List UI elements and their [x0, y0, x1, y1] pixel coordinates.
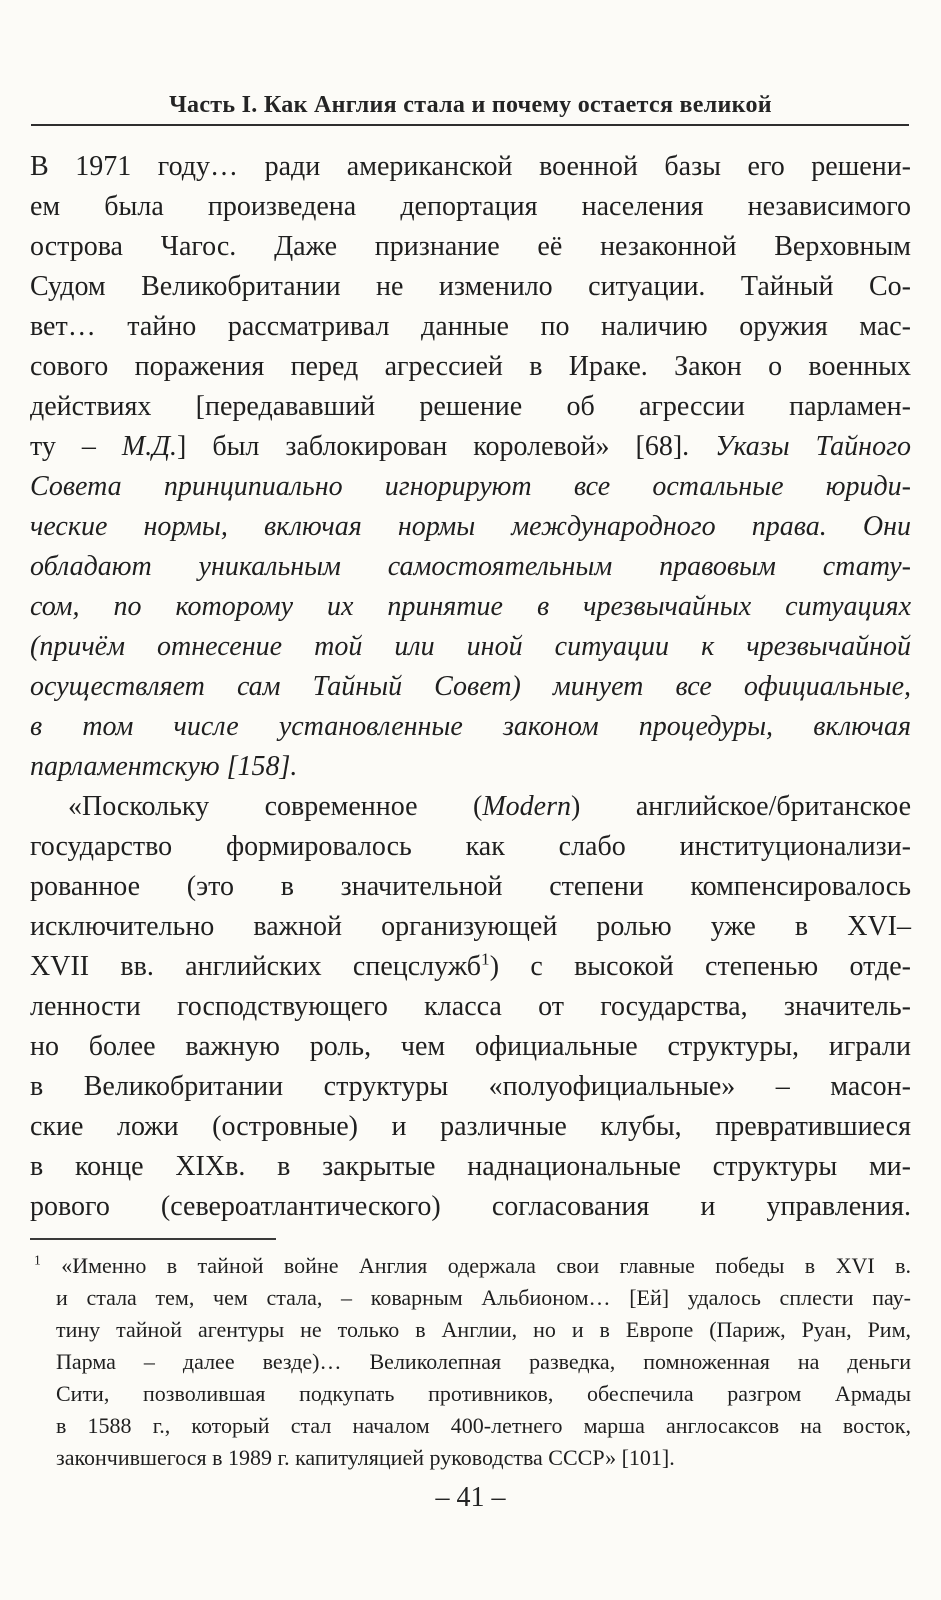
text-line	[56, 1346, 911, 1378]
text-line	[30, 467, 911, 507]
text-line	[30, 187, 911, 227]
text-segment: и стала тем, чем стала, – коварным Альбионом… [Ей] удалось сплести пау-	[56, 1285, 911, 1310]
text-line	[30, 1027, 911, 1067]
text-line	[30, 427, 911, 467]
text-segment: ) с высокой степенью отде-	[489, 951, 911, 982]
paragraph-privy-council	[30, 147, 911, 787]
text-segment: исключительно важной организующей ролью уже в XVI–	[30, 911, 911, 942]
text-segment: сового поражения перед агрессией в Ираке. Закон о военных	[30, 351, 911, 382]
text-line	[30, 147, 911, 187]
text-segment: в Великобритании структуры «полуофициальные» – масон-	[30, 1071, 911, 1102]
text-line	[30, 707, 911, 747]
text-line	[56, 1282, 911, 1314]
text-line	[30, 747, 911, 787]
running-header: Часть I. Как Англия стала и почему остается великой	[169, 92, 772, 118]
text-line	[30, 227, 911, 267]
text-line	[30, 907, 911, 947]
text-segment: Modern	[482, 791, 572, 822]
footnote	[30, 1250, 911, 1474]
text-segment: (причём отнесение той или иной ситуации к чрезвычайной	[30, 631, 911, 662]
text-line	[30, 627, 911, 667]
text-segment: рованное (это в значительной степени компенсировалось	[30, 871, 911, 902]
text-line	[30, 347, 911, 387]
text-segment: острова Чагос. Даже признание её незаконной Верховным	[30, 231, 911, 262]
text-segment: Указы Тайного	[715, 431, 911, 462]
text-segment: в конце XIXв. в закрытые наднациональные структуры ми-	[30, 1151, 911, 1182]
text-segment: закончившегося в 1989 г. капитуляцией руководства СССР» [101].	[56, 1445, 675, 1470]
text-line	[30, 1067, 911, 1107]
text-segment: ту –	[30, 431, 122, 462]
text-segment: вет… тайно рассматривал данные по наличию оружия мас-	[30, 311, 911, 342]
text-segment: Совета принципиально игнорируют все остальные юриди-	[30, 471, 911, 502]
text-line	[30, 507, 911, 547]
page-number: – 41 –	[435, 1482, 506, 1513]
text-segment: в 1588 г., который стал началом 400-летнего марша англосаксов на восток,	[56, 1413, 911, 1438]
text-line	[30, 867, 911, 907]
text-segment: Сити, позволившая подкупать противников, обеспечила разгром Армады	[56, 1381, 911, 1406]
text-segment: действиях [передававший решение об агрессии парламен-	[30, 391, 911, 422]
text-line	[56, 1378, 911, 1410]
text-segment: в том числе установленные законом процедуры, включая	[30, 711, 911, 742]
text-line	[30, 947, 911, 987]
text-segment: ские ложи (островные) и различные клубы, превратившиеся	[30, 1111, 911, 1142]
header-rule	[31, 124, 909, 126]
text-segment: обладают уникальным самостоятельным правовым стату-	[30, 551, 911, 582]
text-segment: парламентскую [158].	[30, 751, 298, 782]
footnote-rule	[30, 1238, 276, 1240]
text-segment: В 1971 году… ради американской военной базы его решени-	[30, 151, 911, 182]
text-line	[34, 1250, 911, 1282]
text-segment: ческие нормы, включая нормы международного права. Они	[30, 511, 911, 542]
text-line	[30, 267, 911, 307]
text-segment: М.Д.	[121, 431, 178, 462]
text-line	[30, 987, 911, 1027]
footnote-marker: 1	[481, 949, 490, 969]
text-segment: но более важную роль, чем официальные структуры, играли	[30, 1031, 911, 1062]
text-segment: XVII вв. английских спецслужб	[30, 951, 481, 982]
text-segment: ленности господствующего класса от государства, значитель-	[30, 991, 911, 1022]
text-segment: сом, по которому их принятие в чрезвычайных ситуациях	[30, 591, 911, 622]
text-segment: Судом Великобритании не изменило ситуации. Тайный Со-	[30, 271, 911, 302]
text-segment: рового (североатлантического) согласования и управления.	[30, 1191, 911, 1222]
text-segment: осуществляет сам Тайный Совет) минует все официальные,	[30, 671, 911, 702]
text-line	[56, 1410, 911, 1442]
text-line	[30, 307, 911, 347]
text-segment: тину тайной агентуры не только в Англии, но и в Европе (Париж, Руан, Рим,	[56, 1317, 911, 1342]
text-line	[30, 787, 911, 827]
text-line	[30, 387, 911, 427]
body-text	[30, 147, 911, 1227]
text-line	[56, 1442, 911, 1474]
text-line	[30, 587, 911, 627]
text-segment: государство формировалось как слабо институционализи-	[30, 831, 911, 862]
text-segment: ] был заблокирован королевой» [68].	[177, 431, 716, 462]
text-line	[30, 667, 911, 707]
text-segment: ) английское/британское	[571, 791, 911, 822]
text-line	[30, 1107, 911, 1147]
text-segment: Парма – далее везде)… Великолепная разведка, помноженная на деньги	[56, 1349, 911, 1374]
text-segment: ем была произведена депортация населения независимого	[30, 191, 911, 222]
text-line	[30, 827, 911, 867]
text-line	[30, 547, 911, 587]
text-line	[30, 1147, 911, 1187]
paragraph-modern-state	[30, 787, 911, 1227]
text-line	[56, 1314, 911, 1346]
text-segment: «Поскольку современное (	[68, 791, 483, 822]
footnote-marker: 1	[34, 1252, 41, 1268]
text-line	[30, 1187, 911, 1227]
text-segment: «Именно в тайной войне Англия одержала свои главные победы в XVI в.	[40, 1253, 911, 1278]
